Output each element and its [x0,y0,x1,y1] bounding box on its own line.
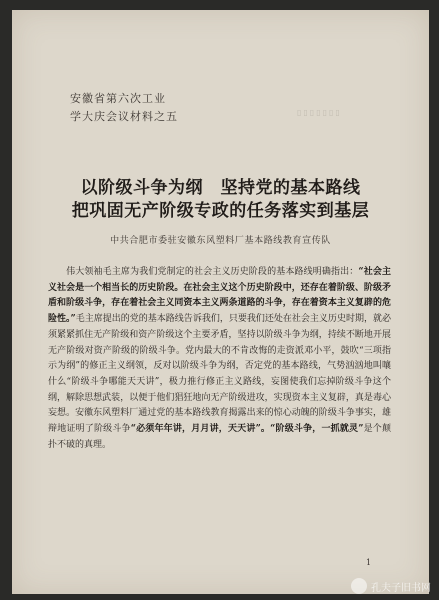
quote-grasp: “阶级斗争，一抓就灵” [270,424,364,435]
page-number: 1 [366,558,372,567]
watermark [351,578,431,594]
series-label-line2: 学大庆会议材料之五 [70,110,178,123]
paragraph-body: 毛主席提出的党的基本路线告诉我们，只要我们还处在社会主义历史时期，就必须紧紧抓住无产阶级和资产阶级这个主要矛盾，坚持以阶级斗争为纲，持续不断地开展无产阶级对资产阶级的阶级斗争。党内最大的不肯改悔的走资派邓小平，鼓吹“三项指示为纲”的修正主义纲领，反对以阶级斗争为纲，否定党的基本路线，气势汹汹地叫嚷什么“阶级斗争哪能天天讲”，极力推行修正主义路线，妄图使我们忘掉阶级斗争这个纲，解除思想武装，以便于他们猖狂地向无产阶级进攻，实现资本主义复辟，真是毒心妄想。安徽东风塑料厂通过党的基本路线教育揭露出来的惊心动魄的阶级斗争事实，雄辩地证明了阶级斗争 [48,314,391,435]
mao-quote: “社会主义社会是一个相当长的历史阶段。在社会主义这个历史阶段中，还存在着阶级、阶级矛盾和阶级斗争，存在着社会主义同资本主义两条道路的斗争，存在着资本主义复辟的危险性。” [48,267,391,325]
body-text [48,265,391,453]
paragraph [48,265,391,453]
paragraph-lead: 伟大领袖毛主席为我们党制定的社会主义历史阶段的基本路线明确指出： [66,267,359,277]
watermark-text: 孔夫子旧书网 [371,582,431,594]
quote-daily: “必须年年讲，月月讲，天天讲”。 [130,424,271,435]
bleed-through-text: ▯▯▯▯▯▯▯ [297,108,342,117]
byline: 中共合肥市委驻安徽东风塑料厂基本路线教育宣传队 [110,236,331,246]
watermark-logo-icon [351,578,367,594]
title-line1: 以阶级斗争为纲 坚持党的基本路线 [80,178,361,198]
series-label-line1: 安徽省第六次工业 [70,92,166,105]
title-line2: 把巩固无产阶级专政的任务落实到基层 [71,201,370,221]
paragraph-end: 是个颠扑不破的真理。 [48,424,391,450]
series-label [70,90,178,126]
document-page [12,10,429,594]
